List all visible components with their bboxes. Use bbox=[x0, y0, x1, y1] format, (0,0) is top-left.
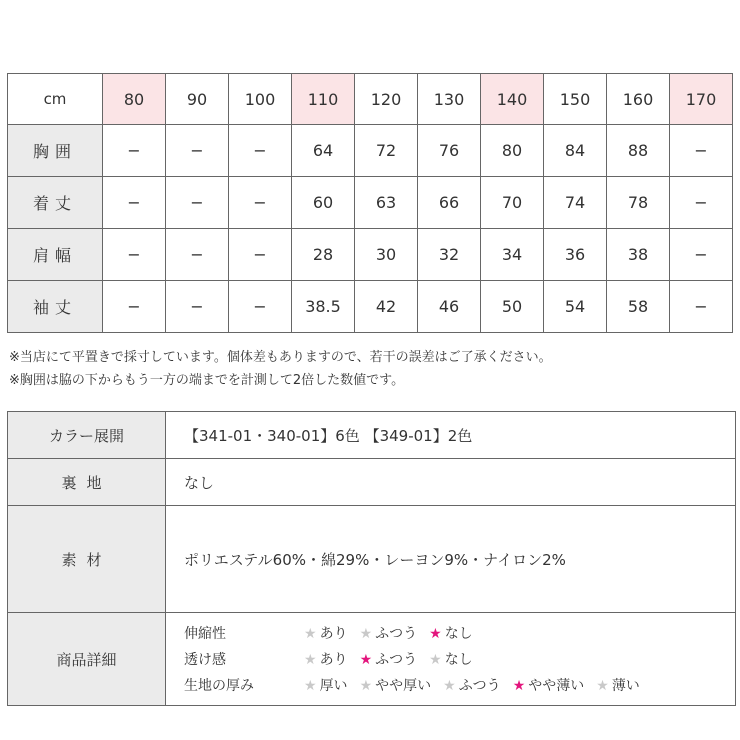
detail-option bbox=[429, 623, 473, 643]
measurement-value: − bbox=[670, 229, 733, 281]
size-header: 110 bbox=[292, 74, 355, 125]
measurement-value: 64 bbox=[292, 125, 355, 177]
star-icon: ★ bbox=[359, 626, 373, 642]
detail-option bbox=[513, 675, 585, 695]
measurement-value: 50 bbox=[481, 281, 544, 333]
measurement-value: 46 bbox=[418, 281, 481, 333]
measurement-value: 38 bbox=[607, 229, 670, 281]
detail-option-label: 薄い bbox=[611, 678, 640, 694]
measurement-value: 88 bbox=[607, 125, 670, 177]
size-header: 100 bbox=[229, 74, 292, 125]
measurement-value: − bbox=[670, 177, 733, 229]
measurement-value: 76 bbox=[418, 125, 481, 177]
note-line: ※胸囲は脇の下からもう一方の端までを計測して2倍した数値です。 bbox=[9, 373, 405, 388]
detail-name: 生地の厚み bbox=[184, 678, 254, 694]
star-icon: ★ bbox=[359, 652, 373, 668]
measurement-value: − bbox=[166, 125, 229, 177]
size-notes bbox=[9, 346, 552, 392]
size-header: 160 bbox=[607, 74, 670, 125]
details-list bbox=[184, 620, 735, 698]
star-icon: ★ bbox=[429, 626, 442, 642]
measurement-label: 肩幅 bbox=[8, 229, 103, 281]
detail-option-label: ふつう bbox=[458, 678, 501, 694]
detail-option-label: やや厚い bbox=[375, 678, 432, 694]
measurement-value: − bbox=[103, 229, 166, 281]
detail-option bbox=[596, 675, 640, 695]
detail-name: 透け感 bbox=[184, 652, 226, 668]
detail-row bbox=[184, 646, 735, 672]
size-table bbox=[7, 73, 733, 333]
detail-option bbox=[360, 675, 432, 695]
product-info-table bbox=[7, 411, 736, 706]
measurement-value: − bbox=[670, 281, 733, 333]
measurement-value: 32 bbox=[418, 229, 481, 281]
measurement-value: − bbox=[670, 125, 733, 177]
size-header: 120 bbox=[355, 74, 418, 125]
measurement-value: 38.5 bbox=[292, 281, 355, 333]
material-value: ポリエステル60%・綿29%・レーヨン9%・ナイロン2% bbox=[166, 506, 736, 613]
measurement-value: 60 bbox=[292, 177, 355, 229]
detail-option-label: 厚い bbox=[319, 678, 348, 694]
measurement-value: 30 bbox=[355, 229, 418, 281]
detail-option bbox=[304, 675, 348, 695]
measurement-row bbox=[8, 125, 733, 177]
measurement-row bbox=[8, 229, 733, 281]
star-icon: ★ bbox=[304, 652, 317, 668]
details-value bbox=[166, 613, 736, 706]
measurement-value: 42 bbox=[355, 281, 418, 333]
star-icon: ★ bbox=[304, 626, 317, 642]
measurement-value: 63 bbox=[355, 177, 418, 229]
measurement-value: − bbox=[229, 125, 292, 177]
star-icon: ★ bbox=[359, 678, 373, 694]
size-header: 170 bbox=[670, 74, 733, 125]
unit-label: cm bbox=[8, 74, 103, 125]
measurement-value: 66 bbox=[418, 177, 481, 229]
measurement-value: 78 bbox=[607, 177, 670, 229]
detail-option bbox=[443, 675, 501, 695]
measurement-value: − bbox=[166, 229, 229, 281]
detail-option bbox=[304, 623, 348, 643]
measurement-row bbox=[8, 281, 733, 333]
measurement-value: 84 bbox=[544, 125, 607, 177]
details-label: 商品詳細 bbox=[8, 613, 166, 706]
measurement-value: 70 bbox=[481, 177, 544, 229]
detail-option bbox=[360, 623, 418, 643]
measurement-value: 28 bbox=[292, 229, 355, 281]
measurement-label: 着丈 bbox=[8, 177, 103, 229]
detail-option-label: なし bbox=[444, 626, 473, 642]
detail-option-label: やや薄い bbox=[528, 678, 585, 694]
detail-option bbox=[304, 649, 348, 669]
measurement-label: 胸囲 bbox=[8, 125, 103, 177]
detail-option-label: なし bbox=[444, 652, 473, 668]
measurement-label: 袖丈 bbox=[8, 281, 103, 333]
measurement-value: − bbox=[103, 125, 166, 177]
measurement-value: − bbox=[166, 281, 229, 333]
color-value: 【341-01・340-01】6色 【349-01】2色 bbox=[166, 412, 736, 459]
measurement-value: − bbox=[229, 281, 292, 333]
measurement-value: 34 bbox=[481, 229, 544, 281]
size-header: 90 bbox=[166, 74, 229, 125]
detail-option-label: あり bbox=[319, 626, 348, 642]
measurement-row bbox=[8, 177, 733, 229]
measurement-value: 36 bbox=[544, 229, 607, 281]
star-icon: ★ bbox=[512, 678, 526, 694]
star-icon: ★ bbox=[429, 652, 442, 668]
lining-label: 裏地 bbox=[8, 459, 166, 506]
star-icon: ★ bbox=[596, 678, 609, 694]
size-header: 130 bbox=[418, 74, 481, 125]
measurement-value: 58 bbox=[607, 281, 670, 333]
measurement-value: − bbox=[229, 229, 292, 281]
lining-value: なし bbox=[166, 459, 736, 506]
detail-option-label: ふつう bbox=[375, 652, 418, 668]
detail-option-label: ふつう bbox=[375, 626, 418, 642]
measurement-value: − bbox=[103, 177, 166, 229]
measurement-value: 72 bbox=[355, 125, 418, 177]
note-line: ※当店にて平置きで採寸しています。個体差もありますので、若干の誤差はご了承ください。 bbox=[9, 350, 552, 365]
measurement-value: − bbox=[229, 177, 292, 229]
size-header: 80 bbox=[103, 74, 166, 125]
detail-option bbox=[360, 649, 418, 669]
detail-row bbox=[184, 620, 735, 646]
size-header: 150 bbox=[544, 74, 607, 125]
color-label: カラー展開 bbox=[8, 412, 166, 459]
star-icon: ★ bbox=[443, 678, 456, 694]
measurement-value: 80 bbox=[481, 125, 544, 177]
detail-row bbox=[184, 672, 735, 698]
detail-option-label: あり bbox=[319, 652, 348, 668]
measurement-value: 74 bbox=[544, 177, 607, 229]
star-icon: ★ bbox=[304, 678, 317, 694]
size-header: 140 bbox=[481, 74, 544, 125]
detail-name: 伸縮性 bbox=[184, 626, 226, 642]
measurement-value: − bbox=[166, 177, 229, 229]
detail-option bbox=[429, 649, 473, 669]
measurement-value: 54 bbox=[544, 281, 607, 333]
material-label: 素材 bbox=[8, 506, 166, 613]
measurement-value: − bbox=[103, 281, 166, 333]
